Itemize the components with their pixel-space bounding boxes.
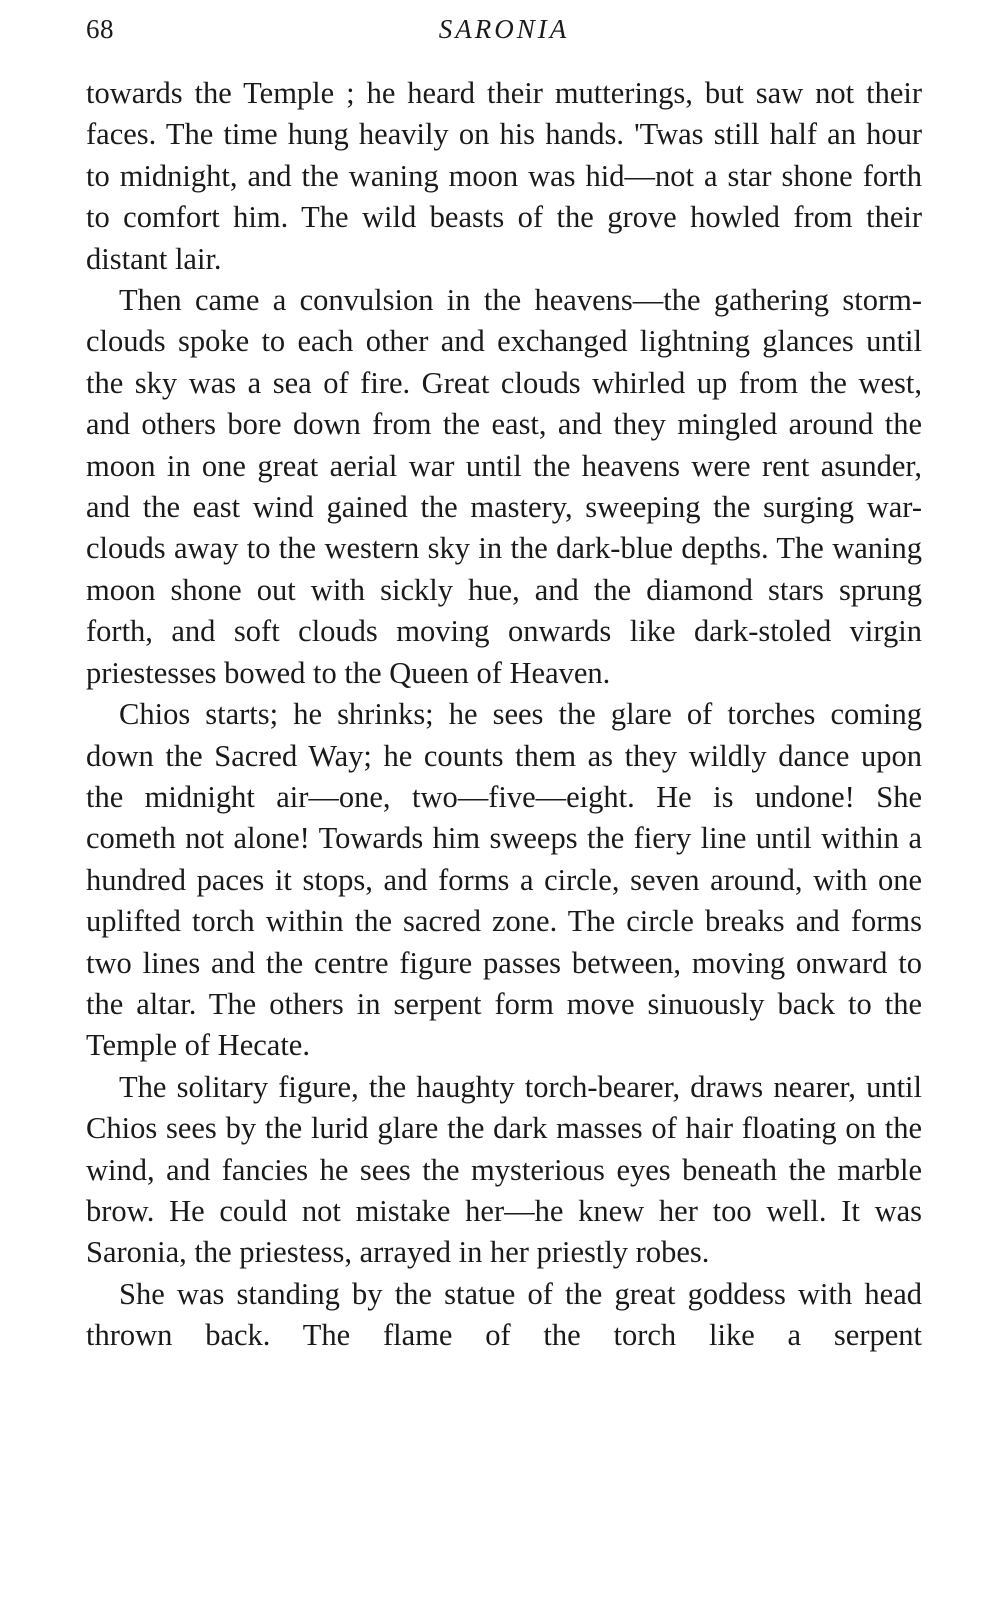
paragraph-3: Chios starts; he shrinks; he sees the glare of torches coming down the Sacred Way; he counts them as they wildly dance upon the midnight air—one, two—five—eight. He is undone! She cometh not alone! Towards him sweeps the fiery line until within a hundred paces it stops, and forms a circle, seven around, with one uplifted torch within the sacred zone. The circle breaks and forms two lines and the centre figure passes between, moving onward to the altar. The others in serpent form move sinuously back to the Temple of Hecate. bbox=[86, 697, 922, 1063]
paragraph-2: Then came a convulsion in the heavens—the gathering storm-clouds spoke to each other and exchanged lightning glances until the sky was a sea of fire. Great clouds whirled up from the west, and others bore down from the east, and they mingled around the moon in one great aerial war until the heavens were rent asunder, and the east wind gained the mastery, sweeping the surging war-clouds away to the western sky in the dark-blue depths. The waning moon shone out with sickly hue, and the diamond stars sprung forth, and soft clouds moving onwards like dark-stoled virgin priestesses bowed to the Queen of Heaven. bbox=[86, 283, 922, 690]
paragraph-5: She was standing by the statue of the great goddess with head thrown back. The flame of the torch like a serpent bbox=[86, 1276, 922, 1353]
body-text bbox=[86, 73, 922, 1357]
page-header bbox=[86, 14, 922, 50]
paragraph-1: towards the Temple ; he heard their mutterings, but saw not their faces. The time hung heavily on his hands. 'Twas still half an hour to midnight, and the waning moon was hid—not a star shone forth to comfort him. The wild beasts of the grove howled from their distant lair. bbox=[86, 76, 922, 276]
running-title: SARONIA bbox=[438, 14, 570, 44]
paragraph-4: The solitary figure, the haughty torch-bearer, draws nearer, until Chios sees by the lurid glare the dark masses of hair floating on the wind, and fancies he sees the mysterious eyes beneath the marble brow. He could not mistake her—he knew her too well. It was Saronia, the priestess, arrayed in her priestly robes. bbox=[86, 1069, 922, 1270]
page-number: 68 bbox=[86, 14, 114, 44]
